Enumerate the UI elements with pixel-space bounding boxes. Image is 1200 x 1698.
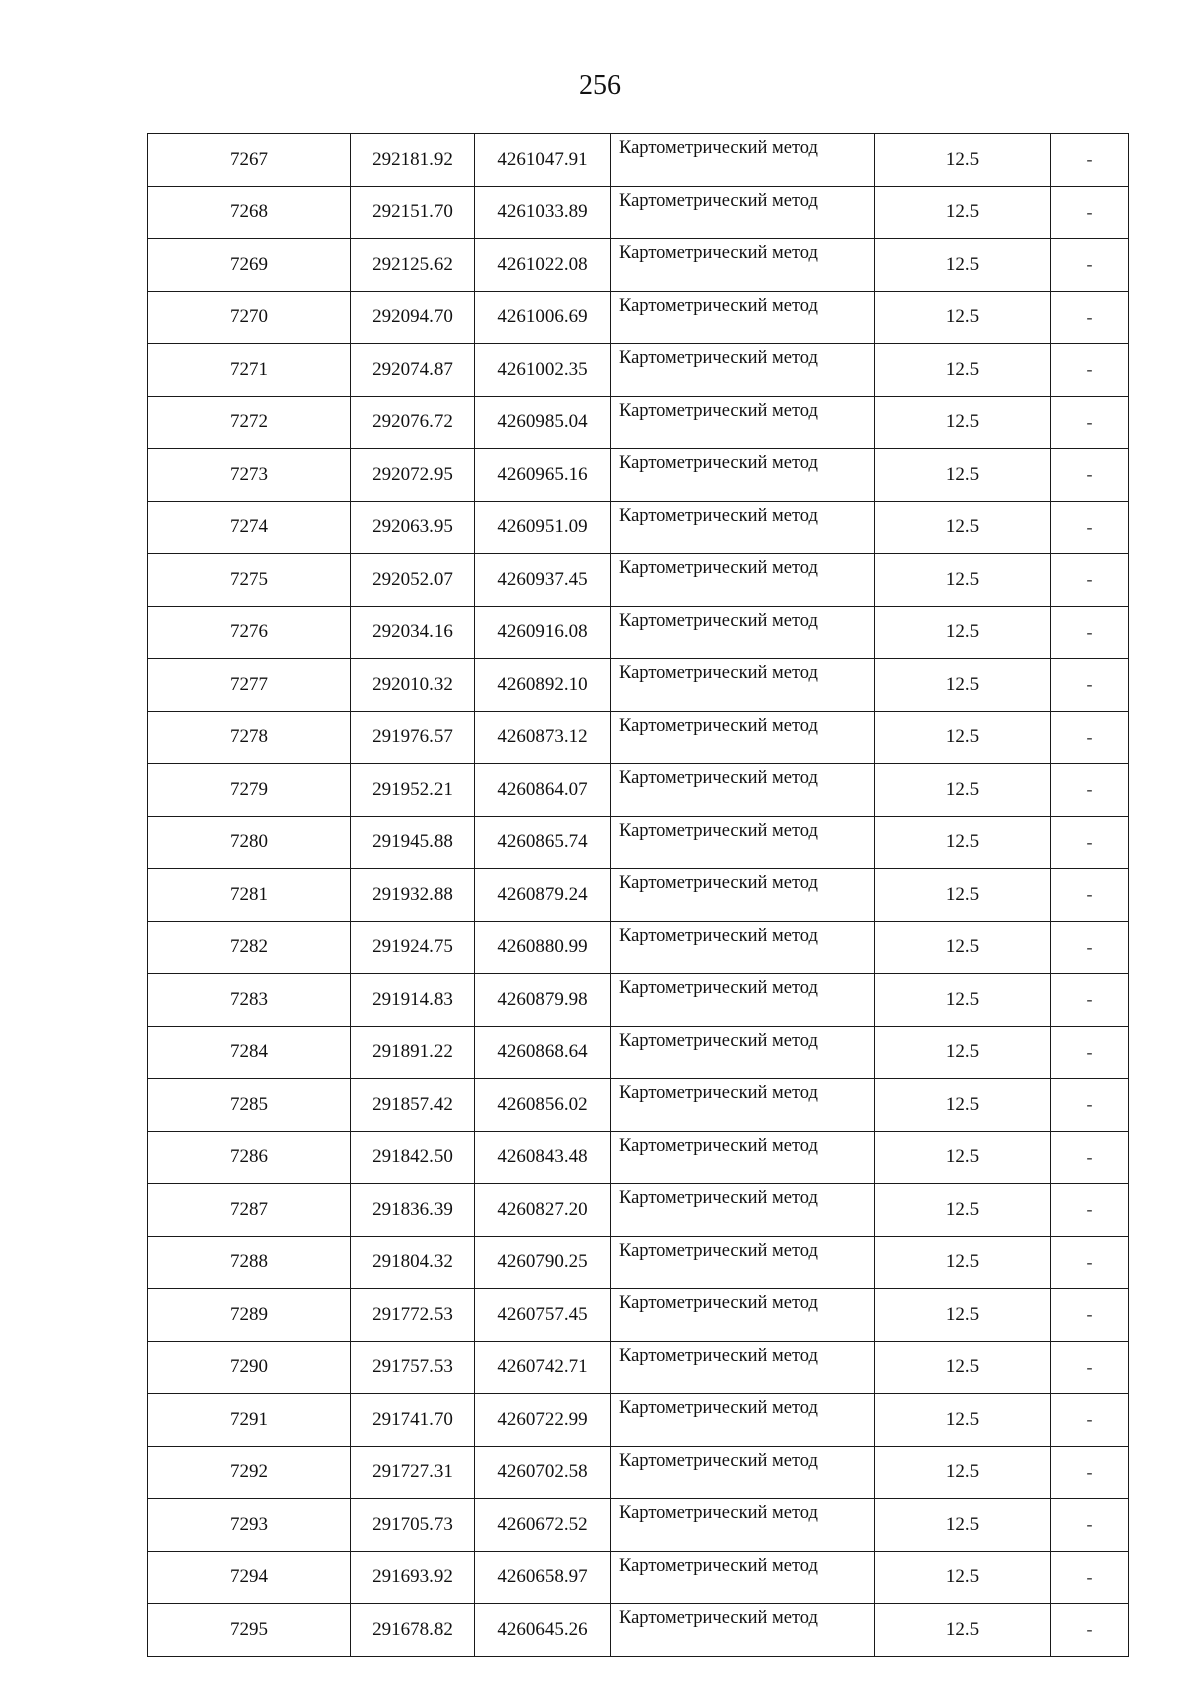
x-coordinate-cell: 291842.50	[351, 1131, 475, 1184]
accuracy-cell: 12.5	[875, 1499, 1051, 1552]
extra-cell: -	[1051, 186, 1129, 239]
y-coordinate-cell: 4260742.71	[475, 1341, 611, 1394]
x-coordinate-cell: 291914.83	[351, 974, 475, 1027]
extra-cell: -	[1051, 606, 1129, 659]
extra-cell: -	[1051, 554, 1129, 607]
table-row	[148, 1184, 1129, 1237]
table-row	[148, 554, 1129, 607]
method-cell: Картометрический метод	[611, 239, 875, 292]
y-coordinate-cell: 4260757.45	[475, 1289, 611, 1342]
x-coordinate-cell: 291804.32	[351, 1236, 475, 1289]
y-coordinate-cell: 4260879.98	[475, 974, 611, 1027]
x-coordinate-cell: 291932.88	[351, 869, 475, 922]
x-coordinate-cell: 292151.70	[351, 186, 475, 239]
x-coordinate-cell: 291976.57	[351, 711, 475, 764]
method-cell: Картометрический метод	[611, 1551, 875, 1604]
method-cell: Картометрический метод	[611, 711, 875, 764]
x-coordinate-cell: 291952.21	[351, 764, 475, 817]
y-coordinate-cell: 4260892.10	[475, 659, 611, 712]
y-coordinate-cell: 4261022.08	[475, 239, 611, 292]
extra-cell: -	[1051, 764, 1129, 817]
table-row	[148, 764, 1129, 817]
table-row	[148, 501, 1129, 554]
x-coordinate-cell: 292076.72	[351, 396, 475, 449]
extra-cell: -	[1051, 1551, 1129, 1604]
x-coordinate-cell: 291924.75	[351, 921, 475, 974]
accuracy-cell: 12.5	[875, 1446, 1051, 1499]
method-cell: Картометрический метод	[611, 1289, 875, 1342]
point-number-cell: 7277	[148, 659, 351, 712]
y-coordinate-cell: 4260827.20	[475, 1184, 611, 1237]
table-row	[148, 1079, 1129, 1132]
x-coordinate-cell: 292074.87	[351, 344, 475, 397]
x-coordinate-cell: 292063.95	[351, 501, 475, 554]
accuracy-cell: 12.5	[875, 974, 1051, 1027]
accuracy-cell: 12.5	[875, 606, 1051, 659]
extra-cell: -	[1051, 1341, 1129, 1394]
table-row	[148, 869, 1129, 922]
point-number-cell: 7292	[148, 1446, 351, 1499]
extra-cell: -	[1051, 501, 1129, 554]
extra-cell: -	[1051, 239, 1129, 292]
method-cell: Картометрический метод	[611, 554, 875, 607]
accuracy-cell: 12.5	[875, 711, 1051, 764]
extra-cell: -	[1051, 1236, 1129, 1289]
y-coordinate-cell: 4260916.08	[475, 606, 611, 659]
coordinates-table	[147, 133, 1129, 1657]
accuracy-cell: 12.5	[875, 134, 1051, 187]
x-coordinate-cell: 291857.42	[351, 1079, 475, 1132]
y-coordinate-cell: 4260880.99	[475, 921, 611, 974]
y-coordinate-cell: 4260937.45	[475, 554, 611, 607]
accuracy-cell: 12.5	[875, 764, 1051, 817]
extra-cell: -	[1051, 711, 1129, 764]
table-row	[148, 1289, 1129, 1342]
x-coordinate-cell: 292010.32	[351, 659, 475, 712]
x-coordinate-cell: 291945.88	[351, 816, 475, 869]
extra-cell: -	[1051, 1604, 1129, 1657]
y-coordinate-cell: 4260672.52	[475, 1499, 611, 1552]
y-coordinate-cell: 4260722.99	[475, 1394, 611, 1447]
extra-cell: -	[1051, 1394, 1129, 1447]
table-row	[148, 1446, 1129, 1499]
y-coordinate-cell: 4260658.97	[475, 1551, 611, 1604]
y-coordinate-cell: 4261002.35	[475, 344, 611, 397]
extra-cell: -	[1051, 396, 1129, 449]
table-row	[148, 606, 1129, 659]
point-number-cell: 7268	[148, 186, 351, 239]
extra-cell: -	[1051, 921, 1129, 974]
point-number-cell: 7290	[148, 1341, 351, 1394]
extra-cell: -	[1051, 449, 1129, 502]
point-number-cell: 7281	[148, 869, 351, 922]
point-number-cell: 7287	[148, 1184, 351, 1237]
x-coordinate-cell: 292125.62	[351, 239, 475, 292]
y-coordinate-cell: 4260856.02	[475, 1079, 611, 1132]
coordinates-table-body	[148, 134, 1129, 1657]
method-cell: Картометрический метод	[611, 1184, 875, 1237]
method-cell: Картометрический метод	[611, 1026, 875, 1079]
y-coordinate-cell: 4260864.07	[475, 764, 611, 817]
accuracy-cell: 12.5	[875, 291, 1051, 344]
accuracy-cell: 12.5	[875, 344, 1051, 397]
y-coordinate-cell: 4260951.09	[475, 501, 611, 554]
point-number-cell: 7270	[148, 291, 351, 344]
accuracy-cell: 12.5	[875, 501, 1051, 554]
extra-cell: -	[1051, 1079, 1129, 1132]
y-coordinate-cell: 4261006.69	[475, 291, 611, 344]
table-row	[148, 816, 1129, 869]
table-row	[148, 134, 1129, 187]
point-number-cell: 7288	[148, 1236, 351, 1289]
extra-cell: -	[1051, 291, 1129, 344]
table-row	[148, 396, 1129, 449]
method-cell: Картометрический метод	[611, 1446, 875, 1499]
y-coordinate-cell: 4260865.74	[475, 816, 611, 869]
method-cell: Картометрический метод	[611, 1341, 875, 1394]
table-row	[148, 291, 1129, 344]
point-number-cell: 7279	[148, 764, 351, 817]
point-number-cell: 7271	[148, 344, 351, 397]
extra-cell: -	[1051, 1446, 1129, 1499]
y-coordinate-cell: 4260873.12	[475, 711, 611, 764]
y-coordinate-cell: 4260879.24	[475, 869, 611, 922]
point-number-cell: 7291	[148, 1394, 351, 1447]
extra-cell: -	[1051, 1131, 1129, 1184]
table-row	[148, 974, 1129, 1027]
point-number-cell: 7280	[148, 816, 351, 869]
point-number-cell: 7269	[148, 239, 351, 292]
accuracy-cell: 12.5	[875, 1289, 1051, 1342]
accuracy-cell: 12.5	[875, 1604, 1051, 1657]
method-cell: Картометрический метод	[611, 606, 875, 659]
method-cell: Картометрический метод	[611, 291, 875, 344]
extra-cell: -	[1051, 344, 1129, 397]
accuracy-cell: 12.5	[875, 869, 1051, 922]
point-number-cell: 7274	[148, 501, 351, 554]
table-row	[148, 239, 1129, 292]
method-cell: Картометрический метод	[611, 186, 875, 239]
table-row	[148, 1551, 1129, 1604]
extra-cell: -	[1051, 869, 1129, 922]
method-cell: Картометрический метод	[611, 1499, 875, 1552]
x-coordinate-cell: 291693.92	[351, 1551, 475, 1604]
table-row	[148, 1131, 1129, 1184]
x-coordinate-cell: 291891.22	[351, 1026, 475, 1079]
y-coordinate-cell: 4260843.48	[475, 1131, 611, 1184]
y-coordinate-cell: 4261047.91	[475, 134, 611, 187]
point-number-cell: 7293	[148, 1499, 351, 1552]
method-cell: Картометрический метод	[611, 344, 875, 397]
table-row	[148, 921, 1129, 974]
page-number: 256	[579, 70, 621, 101]
accuracy-cell: 12.5	[875, 1026, 1051, 1079]
method-cell: Картометрический метод	[611, 1079, 875, 1132]
point-number-cell: 7295	[148, 1604, 351, 1657]
point-number-cell: 7273	[148, 449, 351, 502]
extra-cell: -	[1051, 134, 1129, 187]
x-coordinate-cell: 291727.31	[351, 1446, 475, 1499]
extra-cell: -	[1051, 659, 1129, 712]
point-number-cell: 7278	[148, 711, 351, 764]
method-cell: Картометрический метод	[611, 449, 875, 502]
method-cell: Картометрический метод	[611, 501, 875, 554]
y-coordinate-cell: 4260645.26	[475, 1604, 611, 1657]
accuracy-cell: 12.5	[875, 1131, 1051, 1184]
point-number-cell: 7285	[148, 1079, 351, 1132]
table-row	[148, 1341, 1129, 1394]
accuracy-cell: 12.5	[875, 554, 1051, 607]
point-number-cell: 7272	[148, 396, 351, 449]
y-coordinate-cell: 4260790.25	[475, 1236, 611, 1289]
accuracy-cell: 12.5	[875, 1394, 1051, 1447]
accuracy-cell: 12.5	[875, 449, 1051, 502]
accuracy-cell: 12.5	[875, 239, 1051, 292]
x-coordinate-cell: 291772.53	[351, 1289, 475, 1342]
extra-cell: -	[1051, 974, 1129, 1027]
accuracy-cell: 12.5	[875, 1184, 1051, 1237]
point-number-cell: 7289	[148, 1289, 351, 1342]
point-number-cell: 7284	[148, 1026, 351, 1079]
x-coordinate-cell: 292072.95	[351, 449, 475, 502]
accuracy-cell: 12.5	[875, 1551, 1051, 1604]
point-number-cell: 7283	[148, 974, 351, 1027]
x-coordinate-cell: 291836.39	[351, 1184, 475, 1237]
table-row	[148, 1604, 1129, 1657]
table-row	[148, 186, 1129, 239]
x-coordinate-cell: 291678.82	[351, 1604, 475, 1657]
point-number-cell: 7286	[148, 1131, 351, 1184]
method-cell: Картометрический метод	[611, 921, 875, 974]
point-number-cell: 7294	[148, 1551, 351, 1604]
x-coordinate-cell: 292034.16	[351, 606, 475, 659]
y-coordinate-cell: 4260965.16	[475, 449, 611, 502]
method-cell: Картометрический метод	[611, 659, 875, 712]
table-row	[148, 659, 1129, 712]
accuracy-cell: 12.5	[875, 1341, 1051, 1394]
table-row	[148, 1499, 1129, 1552]
accuracy-cell: 12.5	[875, 659, 1051, 712]
method-cell: Картометрический метод	[611, 764, 875, 817]
x-coordinate-cell: 291705.73	[351, 1499, 475, 1552]
x-coordinate-cell: 292052.07	[351, 554, 475, 607]
method-cell: Картометрический метод	[611, 869, 875, 922]
x-coordinate-cell: 292094.70	[351, 291, 475, 344]
table-row	[148, 1394, 1129, 1447]
accuracy-cell: 12.5	[875, 1079, 1051, 1132]
x-coordinate-cell: 291741.70	[351, 1394, 475, 1447]
point-number-cell: 7267	[148, 134, 351, 187]
point-number-cell: 7282	[148, 921, 351, 974]
method-cell: Картометрический метод	[611, 1604, 875, 1657]
extra-cell: -	[1051, 1026, 1129, 1079]
method-cell: Картометрический метод	[611, 1394, 875, 1447]
table-row	[148, 1236, 1129, 1289]
method-cell: Картометрический метод	[611, 396, 875, 449]
accuracy-cell: 12.5	[875, 396, 1051, 449]
method-cell: Картометрический метод	[611, 134, 875, 187]
table-row	[148, 1026, 1129, 1079]
y-coordinate-cell: 4260868.64	[475, 1026, 611, 1079]
accuracy-cell: 12.5	[875, 1236, 1051, 1289]
extra-cell: -	[1051, 816, 1129, 869]
accuracy-cell: 12.5	[875, 921, 1051, 974]
method-cell: Картометрический метод	[611, 1131, 875, 1184]
y-coordinate-cell: 4261033.89	[475, 186, 611, 239]
x-coordinate-cell: 292181.92	[351, 134, 475, 187]
x-coordinate-cell: 291757.53	[351, 1341, 475, 1394]
point-number-cell: 7275	[148, 554, 351, 607]
extra-cell: -	[1051, 1499, 1129, 1552]
table-row	[148, 711, 1129, 764]
extra-cell: -	[1051, 1184, 1129, 1237]
extra-cell: -	[1051, 1289, 1129, 1342]
method-cell: Картометрический метод	[611, 974, 875, 1027]
table-row	[148, 449, 1129, 502]
method-cell: Картометрический метод	[611, 1236, 875, 1289]
method-cell: Картометрический метод	[611, 816, 875, 869]
accuracy-cell: 12.5	[875, 186, 1051, 239]
table-row	[148, 344, 1129, 397]
y-coordinate-cell: 4260702.58	[475, 1446, 611, 1499]
point-number-cell: 7276	[148, 606, 351, 659]
accuracy-cell: 12.5	[875, 816, 1051, 869]
y-coordinate-cell: 4260985.04	[475, 396, 611, 449]
